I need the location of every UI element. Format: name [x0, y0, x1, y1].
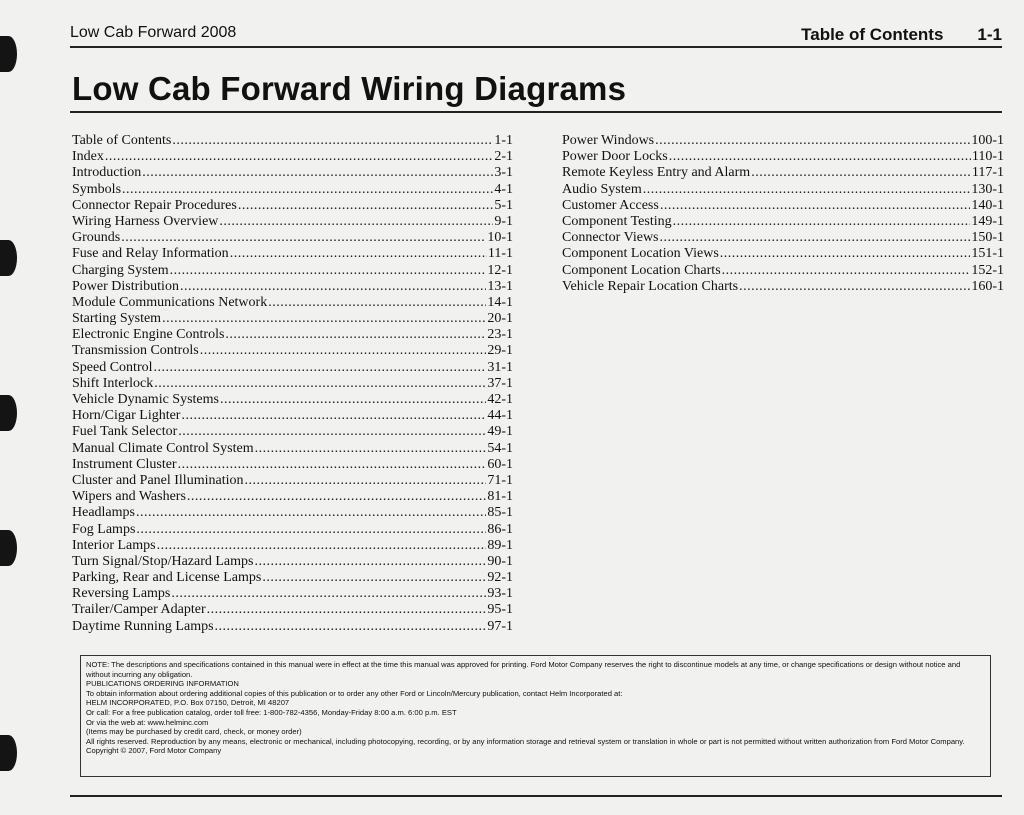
header-publication: Low Cab Forward 2008 [70, 24, 237, 41]
toc-leader-dots [722, 263, 971, 279]
toc-entry[interactable] [72, 214, 513, 230]
toc-entry-page: 2-1 [494, 149, 513, 165]
toc-entry-name: Power Door Locks [562, 149, 668, 165]
notice-line: Or call: For a free publication catalog, order toll free: 1-800-782-4356, Monday-Friday 8:00 a.m. 6:00 p.m. EST [86, 707, 457, 717]
toc-entry-page: 29-1 [487, 343, 513, 359]
header-page-number: 1-1 [977, 25, 1002, 44]
toc-entry-page: 130-1 [971, 181, 1004, 197]
toc-leader-dots [178, 424, 486, 440]
toc-entry-page: 12-1 [487, 262, 513, 278]
toc-entry[interactable] [72, 149, 513, 165]
toc-entry-page: 151-1 [971, 246, 1004, 262]
toc-leader-dots [215, 619, 487, 635]
toc-leader-dots [154, 376, 486, 392]
toc-leader-dots [180, 279, 486, 295]
toc-leader-dots [255, 441, 487, 457]
toc-entry-page: 95-1 [487, 602, 513, 618]
toc-entry-name: Fuel Tank Selector [72, 424, 178, 440]
toc-entry-page: 81-1 [487, 489, 513, 505]
footer-rule [70, 795, 1002, 797]
toc-entry-name: Horn/Cigar Lighter [72, 408, 181, 424]
toc-entry-page: 10-1 [487, 230, 513, 246]
binder-hole [0, 735, 17, 771]
toc-leader-dots [142, 165, 493, 181]
toc-entry-name: Power Distribution [72, 278, 179, 294]
toc-leader-dots [200, 343, 487, 359]
toc-left-column [72, 133, 513, 635]
toc-leader-dots [230, 246, 487, 262]
toc-leader-dots [238, 198, 493, 214]
toc-entry[interactable] [72, 619, 513, 635]
toc-leader-dots [157, 538, 487, 554]
notice-line: Or via the web at: www.helminc.com [86, 717, 209, 727]
toc-entry-page: 152-1 [971, 262, 1004, 278]
toc-leader-dots [172, 133, 493, 149]
toc-leader-dots [268, 295, 486, 311]
toc-entry-name: Grounds [72, 230, 121, 246]
toc-entry-page: 140-1 [971, 197, 1004, 213]
toc-entry-page: 4-1 [494, 181, 513, 197]
toc-leader-dots [655, 133, 970, 149]
toc-entry-name: Starting System [72, 311, 162, 327]
toc-entry-name: Component Testing [562, 213, 672, 229]
toc-entry-page: 71-1 [487, 472, 513, 488]
toc-leader-dots [660, 198, 971, 214]
toc-leader-dots [669, 149, 971, 165]
toc-entry[interactable] [72, 392, 513, 408]
toc-entry-name: Daytime Running Lamps [72, 618, 214, 634]
binder-hole [0, 240, 17, 276]
toc-entry[interactable] [72, 538, 513, 554]
toc-entry-name: Shift Interlock [72, 375, 154, 391]
toc-entry[interactable] [72, 230, 513, 246]
toc-leader-dots [220, 392, 486, 408]
toc-entry-name: Headlamps [72, 505, 135, 521]
toc-entry[interactable] [72, 376, 513, 392]
toc-entry-page: 89-1 [487, 537, 513, 553]
toc-leader-dots [154, 360, 487, 376]
toc-entry[interactable] [72, 473, 513, 489]
toc-entry-name: Instrument Cluster [72, 456, 177, 472]
toc-entry-name: Index [72, 149, 104, 165]
toc-entry[interactable] [562, 198, 1004, 214]
toc-leader-dots [643, 182, 971, 198]
toc-leader-dots [105, 149, 493, 165]
toc-entry-name: Audio System [562, 181, 642, 197]
toc-leader-dots [673, 214, 971, 230]
toc-entry-name: Wiring Harness Overview [72, 213, 219, 229]
toc-entry-name: Fuse and Relay Information [72, 246, 229, 262]
toc-entry[interactable] [72, 570, 513, 586]
toc-entry-page: 86-1 [487, 521, 513, 537]
toc-entry-name: Trailer/Camper Adapter [72, 602, 206, 618]
toc-entry[interactable] [562, 133, 1004, 149]
header-rule [70, 46, 1002, 48]
notice-line: (Items may be purchased by credit card, check, or money order) [86, 727, 302, 737]
toc-entry[interactable] [72, 165, 513, 181]
toc-entry[interactable] [72, 408, 513, 424]
toc-entry-page: 11-1 [487, 246, 513, 262]
notice-line: NOTE: The descriptions and specifications contained in this manual were in effect at the time this manual was approved for printing. Ford Motor Company reserves the right to discontinue models at any time, or change specifications or design without notice and without incurring any obligation. [86, 660, 961, 679]
toc-entry-page: 9-1 [494, 213, 513, 229]
toc-entry-name: Symbols [72, 181, 122, 197]
toc-entry-name: Component Location Views [562, 246, 719, 262]
notice-line: All rights reserved. Reproduction by any means, electronic or mechanical, including photocopying, recording, or by any information storage and retrieval system or translation in whole or part is not permitted without written authorization from Ford Motor Company. [86, 736, 965, 746]
toc-entry-name: Module Communications Network [72, 294, 268, 310]
toc-entry-page: 90-1 [487, 553, 513, 569]
toc-entry-page: 93-1 [487, 586, 513, 602]
notice-line: PUBLICATIONS ORDERING INFORMATION [86, 679, 239, 689]
toc-entry[interactable] [72, 360, 513, 376]
toc-leader-dots [254, 554, 486, 570]
toc-entry[interactable] [72, 505, 513, 521]
toc-entry-page: 49-1 [487, 424, 513, 440]
binder-hole [0, 36, 17, 72]
toc-leader-dots [136, 505, 486, 521]
toc-entry[interactable] [562, 246, 1004, 262]
toc-entry[interactable] [72, 327, 513, 343]
toc-entry-name: Connector Repair Procedures [72, 197, 237, 213]
toc-entry-page: 37-1 [487, 375, 513, 391]
toc-leader-dots [122, 182, 493, 198]
toc-entry[interactable] [72, 182, 513, 198]
toc-leader-dots [207, 602, 487, 618]
toc-entry-page: 97-1 [487, 618, 513, 634]
toc-entry[interactable] [562, 214, 1004, 230]
toc-entry[interactable] [72, 311, 513, 327]
toc-right-column [562, 133, 1004, 295]
toc-entry-name: Manual Climate Control System [72, 440, 254, 456]
toc-entry[interactable] [562, 263, 1004, 279]
toc-leader-dots [178, 457, 487, 473]
toc-entry[interactable] [72, 602, 513, 618]
toc-leader-dots [225, 327, 486, 343]
toc-entry-name: Parking, Rear and License Lamps [72, 570, 262, 586]
toc-entry-page: 31-1 [487, 359, 513, 375]
toc-entry[interactable] [72, 457, 513, 473]
toc-entry-name: Vehicle Repair Location Charts [562, 278, 739, 294]
toc-entry-page: 117-1 [971, 165, 1004, 181]
toc-entry-name: Power Windows [562, 133, 655, 148]
toc-entry-name: Turn Signal/Stop/Hazard Lamps [72, 553, 254, 569]
title-rule [70, 111, 1002, 113]
header-section-title: Table of Contents [801, 25, 944, 44]
toc-leader-dots [171, 586, 486, 602]
toc-entry-name: Customer Access [562, 197, 659, 213]
toc-entry-page: 14-1 [487, 294, 513, 310]
toc-leader-dots [121, 230, 486, 246]
toc-entry-name: Charging System [72, 262, 169, 278]
toc-entry[interactable] [72, 343, 513, 359]
toc-entry-page: 85-1 [487, 505, 513, 521]
toc-entry[interactable] [72, 424, 513, 440]
toc-entry[interactable] [72, 279, 513, 295]
toc-leader-dots [739, 279, 970, 295]
binder-hole [0, 395, 17, 431]
toc-entry-page: 42-1 [487, 392, 513, 407]
toc-entry-name: Reversing Lamps [72, 586, 171, 602]
notice-line: Copyright © 2007, Ford Motor Company [86, 746, 222, 756]
toc-entry-name: Wipers and Washers [72, 489, 186, 505]
notice-line: To obtain information about ordering additional copies of this publication or to order any other Ford or Lincoln/Mercury publication, contact Helm Incorporated at: [86, 688, 623, 698]
toc-leader-dots [262, 570, 486, 586]
toc-entry-name: Transmission Controls [72, 343, 199, 359]
toc-entry[interactable] [72, 263, 513, 279]
toc-entry[interactable] [72, 586, 513, 602]
toc-leader-dots [219, 214, 493, 230]
toc-entry[interactable] [72, 133, 513, 149]
toc-entry-name: Vehicle Dynamic Systems [72, 392, 219, 407]
toc-entry[interactable] [562, 182, 1004, 198]
toc-entry-name: Remote Keyless Entry and Alarm [562, 165, 751, 181]
toc-entry-page: 54-1 [487, 440, 513, 456]
toc-leader-dots [162, 311, 486, 327]
toc-entry[interactable] [562, 165, 1004, 181]
toc-entry-page: 160-1 [971, 278, 1004, 294]
header-right [801, 25, 1002, 45]
toc-entry-page: 23-1 [487, 327, 513, 343]
toc-entry-page: 20-1 [487, 311, 513, 327]
toc-leader-dots [187, 489, 486, 505]
toc-entry[interactable] [72, 441, 513, 457]
toc-entry-page: 5-1 [494, 197, 513, 213]
toc-entry-page: 3-1 [494, 165, 513, 181]
page-title: Low Cab Forward Wiring Diagrams [72, 70, 627, 107]
toc-leader-dots [720, 246, 971, 262]
toc-entry-name: Component Location Charts [562, 262, 721, 278]
toc-entry[interactable] [72, 198, 513, 214]
toc-leader-dots [751, 165, 971, 181]
toc-leader-dots [181, 408, 486, 424]
toc-entry[interactable] [72, 554, 513, 570]
toc-leader-dots [170, 263, 487, 279]
toc-entry[interactable] [562, 149, 1004, 165]
toc-entry-name: Table of Contents [72, 133, 172, 148]
notice-line: HELM INCORPORATED, P.O. Box 07150, Detroit, MI 48207 [86, 698, 290, 708]
toc-entry-name: Cluster and Panel Illumination [72, 472, 244, 488]
notice-box [80, 655, 991, 777]
toc-entry-name: Electronic Engine Controls [72, 327, 225, 343]
toc-entry-page: 100-1 [971, 133, 1004, 148]
toc-entry[interactable] [72, 522, 513, 538]
toc-entry-page: 60-1 [487, 456, 513, 472]
binder-hole [0, 530, 17, 566]
toc-entry[interactable] [72, 489, 513, 505]
toc-entry-page: 13-1 [487, 278, 513, 294]
toc-entry-page: 149-1 [971, 213, 1004, 229]
toc-entry-page: 92-1 [487, 570, 513, 586]
toc-entry-name: Fog Lamps [72, 521, 136, 537]
toc-entry-page: 110-1 [971, 149, 1004, 165]
toc-entry[interactable] [72, 295, 513, 311]
toc-leader-dots [136, 522, 486, 538]
toc-entry[interactable] [562, 230, 1004, 246]
toc-entry-page: 44-1 [487, 408, 513, 424]
toc-leader-dots [244, 473, 486, 489]
toc-entry[interactable] [72, 246, 513, 262]
toc-entry-name: Speed Control [72, 359, 153, 375]
toc-entry-name: Interior Lamps [72, 537, 156, 553]
toc-entry-page: 1-1 [494, 133, 513, 148]
toc-entry[interactable] [562, 279, 1004, 295]
toc-entry-name: Introduction [72, 165, 142, 181]
toc-entry-page: 150-1 [971, 230, 1004, 246]
toc-entry-name: Connector Views [562, 230, 659, 246]
toc-leader-dots [660, 230, 971, 246]
